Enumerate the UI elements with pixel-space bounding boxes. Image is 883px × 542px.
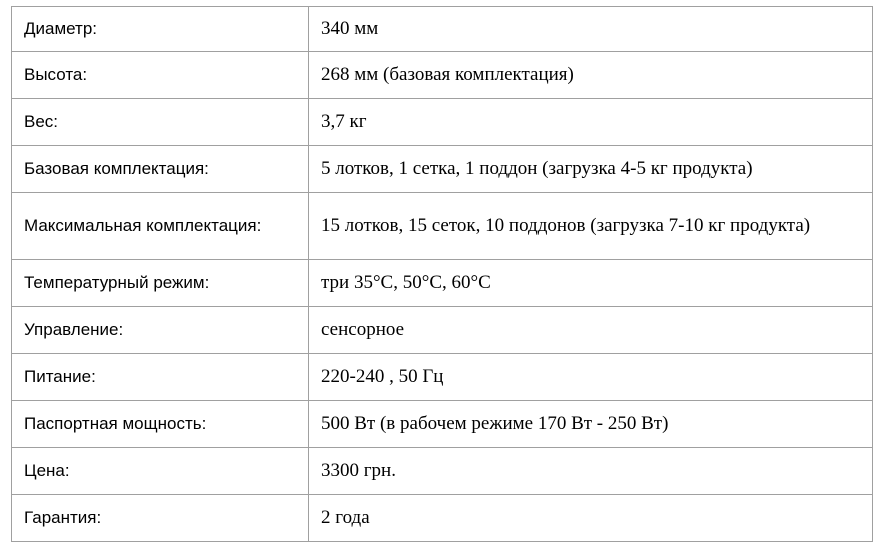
table-row xyxy=(12,495,873,542)
table-row xyxy=(12,448,873,495)
spec-label: Максимальная комплектация: xyxy=(12,193,309,260)
spec-label: Гарантия: xyxy=(12,495,309,542)
table-row xyxy=(12,401,873,448)
spec-label: Температурный режим: xyxy=(12,260,309,307)
table-row xyxy=(12,307,873,354)
spec-value: сенсорное xyxy=(309,307,873,354)
spec-label: Цена: xyxy=(12,448,309,495)
spec-value: 2 года xyxy=(309,495,873,542)
specifications-table xyxy=(11,6,873,542)
spec-value: 15 лотков, 15 сеток, 10 поддонов (загрузка 7-10 кг продукта) xyxy=(309,193,873,260)
spec-value: 500 Вт (в рабочем режиме 170 Вт - 250 Вт) xyxy=(309,401,873,448)
spec-label: Высота: xyxy=(12,52,309,99)
table-row xyxy=(12,260,873,307)
table-row xyxy=(12,99,873,146)
spec-value: 268 мм (базовая комплектация) xyxy=(309,52,873,99)
spec-value: 220-240 , 50 Гц xyxy=(309,354,873,401)
spec-value: 3300 грн. xyxy=(309,448,873,495)
table-row xyxy=(12,52,873,99)
table-row xyxy=(12,146,873,193)
spec-value: 5 лотков, 1 сетка, 1 поддон (загрузка 4-5 кг продукта) xyxy=(309,146,873,193)
table-row xyxy=(12,193,873,260)
spec-value: 3,7 кг xyxy=(309,99,873,146)
spec-label: Базовая комплектация: xyxy=(12,146,309,193)
spec-label: Вес: xyxy=(12,99,309,146)
spec-label: Паспортная мощность: xyxy=(12,401,309,448)
spec-label: Питание: xyxy=(12,354,309,401)
table-row xyxy=(12,7,873,52)
spec-label: Управление: xyxy=(12,307,309,354)
spec-value: 340 мм xyxy=(309,7,873,52)
spec-label: Диаметр: xyxy=(12,7,309,52)
spec-value: три 35°С, 50°С, 60°С xyxy=(309,260,873,307)
table-row xyxy=(12,354,873,401)
